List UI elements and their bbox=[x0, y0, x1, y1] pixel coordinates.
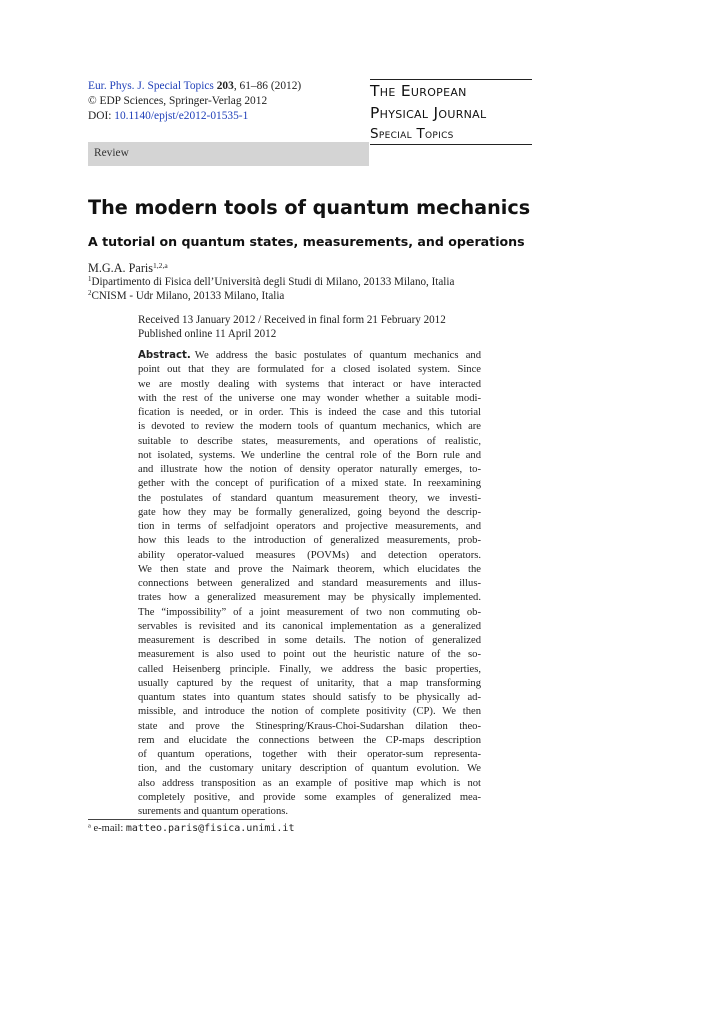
abstract-text: fication is needed, or in order. This is indeed the case and this tutorial bbox=[138, 407, 481, 418]
footnote-mark: a bbox=[88, 822, 91, 830]
abstract-line bbox=[138, 549, 481, 563]
abstract-line bbox=[138, 791, 481, 805]
abstract-text: trates how a generalized measurement may be physically implemented. bbox=[138, 592, 481, 604]
abstract-text: We then state and prove the Naimark theorem, which elucidates the bbox=[138, 563, 481, 575]
footnote bbox=[88, 823, 294, 834]
abstract-text: completely positive, and provide some examples of generalized mea- bbox=[138, 791, 481, 803]
abstract-line bbox=[138, 691, 481, 705]
abstract-text: connections between generalized and standard measurements and illus- bbox=[138, 578, 481, 589]
abstract-line bbox=[138, 606, 481, 620]
abstract-text: tion, and the customary unitary description of quantum evolution. We bbox=[138, 763, 481, 775]
abstract-line bbox=[138, 634, 481, 648]
abstract-line bbox=[138, 591, 481, 605]
abstract-text: called Heisenberg principle. Finally, we address the basic properties, bbox=[138, 663, 481, 675]
abstract-line bbox=[138, 520, 481, 534]
pages-year: , 61–86 (2012) bbox=[233, 80, 302, 92]
abstract-line bbox=[138, 677, 481, 691]
abstract-text: rem and elucidate the connections between the CP-maps description bbox=[138, 734, 481, 746]
abstract-line bbox=[138, 748, 481, 762]
abstract-label: Abstract. bbox=[138, 350, 191, 361]
abstract-line bbox=[138, 720, 481, 734]
abstract-text: tion in terms of selfadjoint operators and projective measurements, and bbox=[138, 521, 481, 532]
affiliation-mark: 1 bbox=[88, 276, 92, 284]
abstract-line bbox=[138, 534, 481, 548]
abstract-line bbox=[138, 705, 481, 719]
copyright-line: © EDP Sciences, Springer-Verlag 2012 bbox=[88, 95, 268, 107]
journal-header bbox=[88, 79, 532, 141]
divider bbox=[370, 144, 532, 145]
article-type-label: Review bbox=[94, 147, 129, 159]
abstract-text: suitable to describe states, measurements, and operations of realistic, bbox=[138, 435, 481, 447]
abstract-line bbox=[138, 492, 481, 506]
abstract-text: state and prove the Stinespring/Kraus-Choi-Sudarshan dilation theo- bbox=[138, 720, 481, 732]
journal-name-line3: Special Topics bbox=[370, 126, 454, 142]
dates-block bbox=[138, 313, 446, 341]
abstract-text: is devoted to review the modern tools of quantum mechanics, which are bbox=[138, 421, 481, 433]
abstract-line bbox=[138, 363, 481, 377]
abstract-text: also address transposition as an example of positive map which is not bbox=[138, 777, 481, 789]
affiliation-text: CNISM - Udr Milano, 20133 Milano, Italia bbox=[91, 290, 285, 302]
abstract-line bbox=[138, 648, 481, 662]
abstract-text: gether with the concept of purification of a mixed state. In reexamining bbox=[138, 478, 481, 490]
footnote-rule bbox=[88, 819, 265, 820]
abstract-text: measurement is described in some details. The notion of generalized bbox=[138, 635, 481, 646]
abstract-line bbox=[138, 392, 481, 406]
abstract-text: and illustrate how the notion of density operator naturally emerges, to- bbox=[138, 464, 481, 475]
abstract bbox=[138, 349, 481, 819]
abstract-line bbox=[138, 577, 481, 591]
author-name: M.G.A. Paris bbox=[88, 261, 154, 275]
abstract-text: ability operator-valued measures (POVMs) and detection operators. bbox=[138, 549, 481, 561]
abstract-text: quantum states into quantum states should satisfy to be physically ad- bbox=[138, 692, 481, 703]
doi-link[interactable]: 10.1140/epjst/e2012-01535-1 bbox=[114, 110, 249, 122]
affiliation-mark: 2 bbox=[88, 290, 92, 298]
abstract-line bbox=[138, 420, 481, 434]
author-line bbox=[88, 261, 168, 276]
abstract-text: We address the basic postulates of quantum mechanics and bbox=[194, 350, 481, 361]
affiliation-1 bbox=[88, 276, 454, 288]
abstract-text: measurement is also used to point out the heuristic nature of the so- bbox=[138, 649, 481, 661]
abstract-line bbox=[138, 463, 481, 477]
abstract-line bbox=[138, 477, 481, 491]
abstract-text: usually captured by the request of unitarity, that a map transforming bbox=[138, 677, 481, 689]
abstract-line bbox=[138, 805, 481, 819]
abstract-text: not isolated, systems. We underline the central role of the Born rule and bbox=[138, 449, 481, 461]
author-marks: 1,2,a bbox=[153, 260, 168, 270]
abstract-text: point out that they are formulated for a closed isolated system. Since bbox=[138, 364, 481, 376]
abstract-text: of quantum operations, together with their operator-sum representa- bbox=[138, 749, 481, 760]
abstract-line bbox=[138, 620, 481, 634]
abstract-text: with the rest of the universe one may wonder whether a suitable modi- bbox=[138, 392, 481, 404]
abstract-line bbox=[138, 563, 481, 577]
journal-name-line2: Physical Journal bbox=[370, 104, 487, 122]
abstract-line bbox=[138, 378, 481, 392]
abstract-text: gate how they may be formally generalized, going beyond the descrip- bbox=[138, 506, 481, 518]
abstract-line bbox=[138, 777, 481, 791]
received-date: Received 13 January 2012 / Received in final form 21 February 2012 bbox=[138, 314, 446, 326]
journal-link[interactable]: Eur. Phys. J. Special Topics bbox=[88, 80, 214, 92]
abstract-line bbox=[138, 663, 481, 677]
abstract-text: the postulates of standard quantum measurement theory, we investi- bbox=[138, 492, 481, 504]
affiliation-2 bbox=[88, 290, 284, 302]
email-link[interactable]: matteo.paris@fisica.unimi.it bbox=[125, 823, 295, 834]
doi-label: DOI: bbox=[88, 110, 115, 122]
footnote-label: e-mail: bbox=[93, 823, 126, 834]
abstract-text: The “impossibility” of a joint measurement of two non commuting ob- bbox=[138, 606, 481, 618]
abstract-line bbox=[138, 506, 481, 520]
abstract-line bbox=[138, 435, 481, 449]
article-subtitle: A tutorial on quantum states, measurements, and operations bbox=[88, 234, 525, 249]
abstract-text: missible, and introduce the notion of complete positivity (CP). We then bbox=[138, 706, 481, 718]
abstract-line bbox=[138, 349, 481, 363]
abstract-text: we are mostly dealing with systems that interact or have interacted bbox=[138, 378, 481, 390]
abstract-line bbox=[138, 449, 481, 463]
journal-name-block bbox=[370, 79, 532, 145]
affiliation-text: Dipartimento di Fisica dell’Università degli Studi di Milano, 20133 Milano, Italia bbox=[91, 276, 455, 288]
article-title: The modern tools of quantum mechanics bbox=[88, 196, 531, 219]
abstract-text: surements and quantum operations. bbox=[138, 806, 289, 817]
abstract-text: servables is revisited and its canonical implementation as a generalized bbox=[138, 620, 481, 632]
abstract-line bbox=[138, 734, 481, 748]
article-type-bar bbox=[88, 142, 369, 166]
abstract-line bbox=[138, 406, 481, 420]
volume: 203 bbox=[216, 80, 234, 92]
published-date: Published online 11 April 2012 bbox=[138, 328, 277, 340]
abstract-line bbox=[138, 762, 481, 776]
abstract-text: how this leads to the introduction of generalized measurements, prob- bbox=[138, 535, 481, 547]
journal-name-line1: The European bbox=[370, 82, 467, 100]
